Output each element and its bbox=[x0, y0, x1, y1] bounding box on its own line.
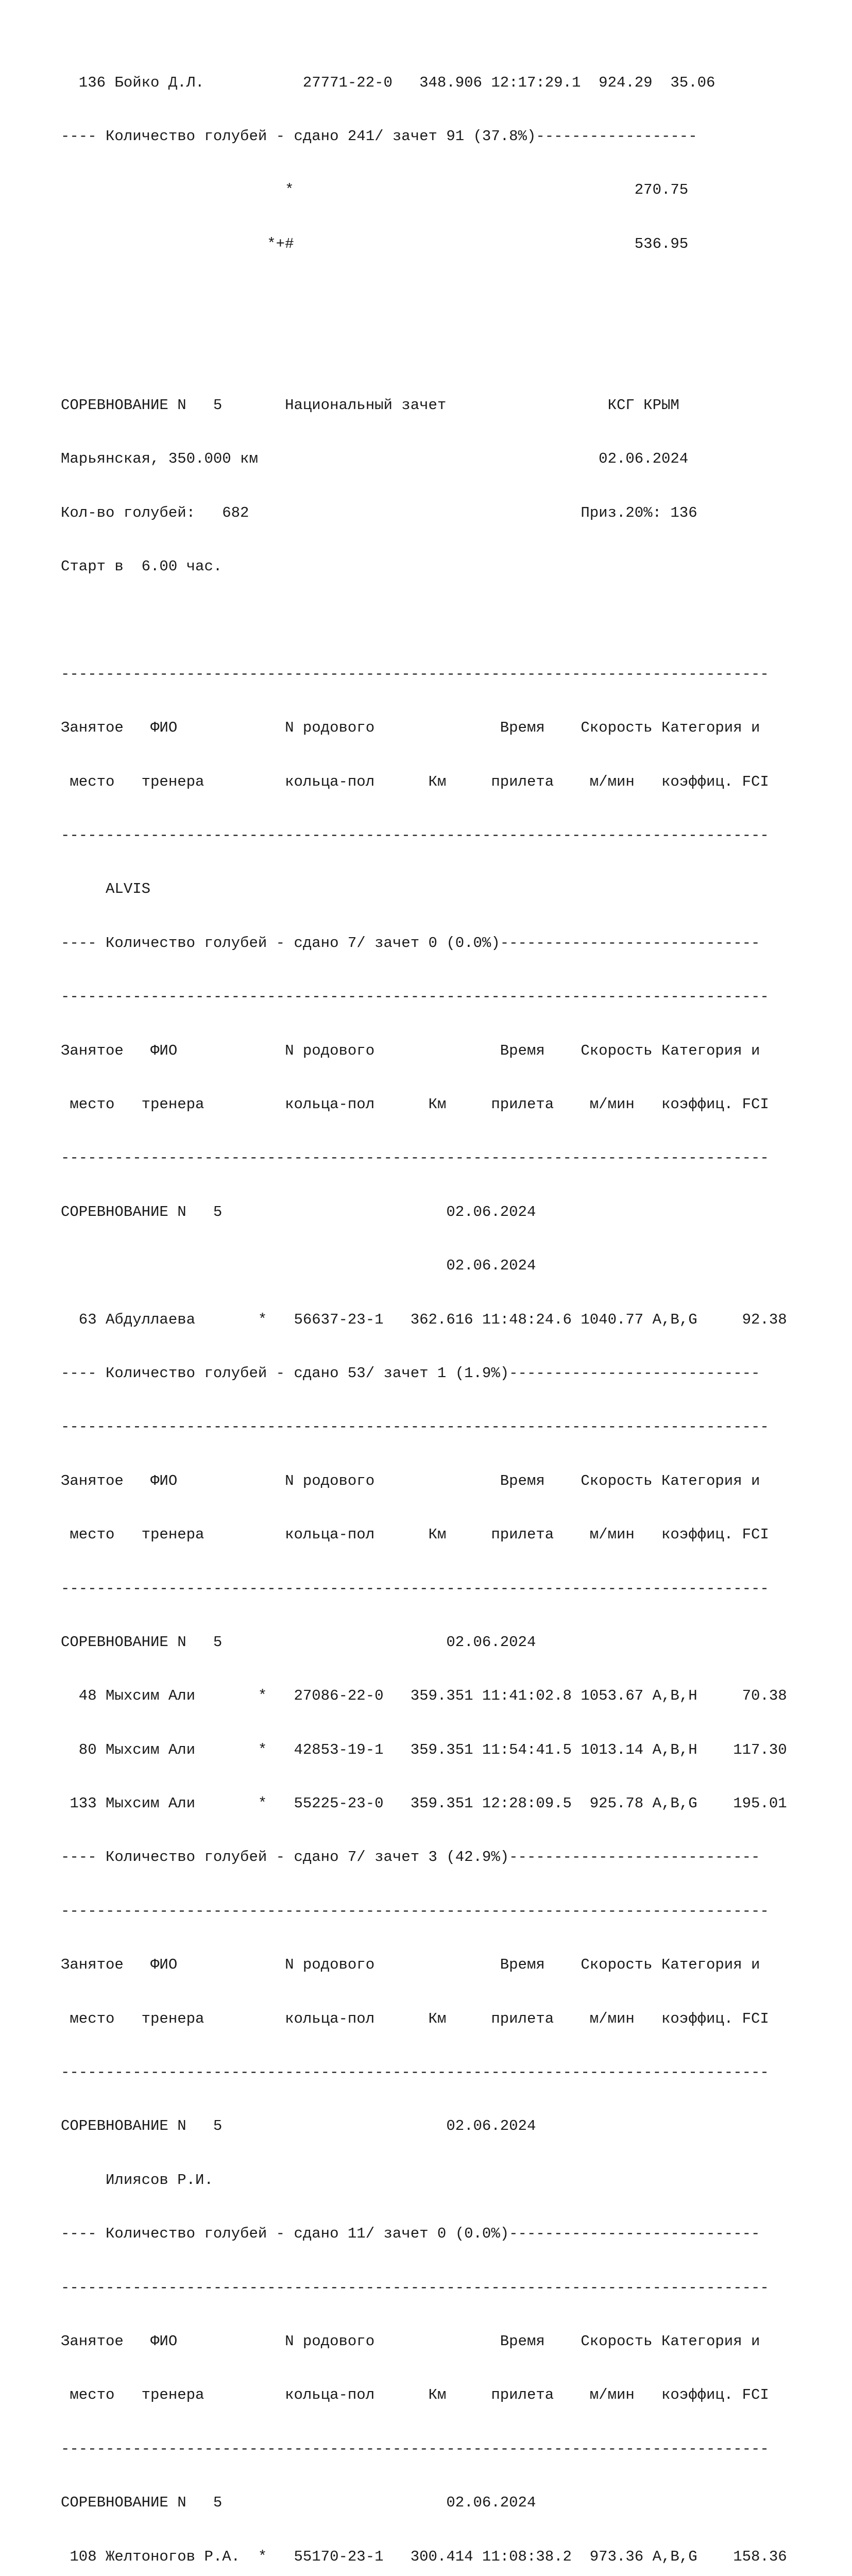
blank-line bbox=[61, 343, 833, 361]
divider: ------------------------------------------------------------------------------- bbox=[61, 1149, 769, 1167]
column-header: Занятое ФИО N родового Время Скорость Категория и bbox=[61, 2333, 760, 2350]
start-time: Старт в 6.00 час. bbox=[61, 558, 223, 575]
competition-line: СОРЕВНОВАНИЕ N 5 02.06.2024 bbox=[61, 1203, 536, 1221]
result-row: 136 Бойко Д.Л. 27771-22-0 348.906 12:17:29.1 924.29 35.06 bbox=[61, 74, 715, 91]
total-line: * 270.75 bbox=[61, 181, 689, 199]
pigeon-count-summary: ---- Количество голубей - сдано 11/ зачет 0 (0.0%)---------------------------- bbox=[61, 2225, 760, 2243]
section-name: Илиясов Р.И. bbox=[61, 2171, 213, 2189]
column-header: Занятое ФИО N родового Время Скорость Категория и bbox=[61, 1956, 760, 1974]
result-row: 133 Мыхсим Али * 55225-23-0 359.351 12:28:09.5 925.78 A,B,G 195.01 bbox=[61, 1795, 787, 1812]
column-header: Занятое ФИО N родового Время Скорость Категория и bbox=[61, 1042, 760, 1059]
column-header: место тренера кольца-пол Км прилета м/мин коэффиц. FCI bbox=[61, 1526, 769, 1544]
pigeon-count-summary: ---- Количество голубей - сдано 53/ зачет 1 (1.9%)---------------------------- bbox=[61, 1364, 760, 1382]
result-row: 63 Абдуллаева * 56637-23-1 362.616 11:48:24.6 1040.77 A,B,G 92.38 bbox=[61, 1311, 787, 1328]
blank-line bbox=[61, 612, 833, 630]
column-header: место тренера кольца-пол Км прилета м/мин коэффиц. FCI bbox=[61, 2010, 769, 2027]
competition-header: СОРЕВНОВАНИЕ N 5 Национальный зачет КСГ КРЫМ bbox=[61, 396, 679, 414]
result-row: 48 Мыхсим Али * 27086-22-0 359.351 11:41:02.8 1053.67 A,B,H 70.38 bbox=[61, 1687, 787, 1705]
competition-line: СОРЕВНОВАНИЕ N 5 02.06.2024 bbox=[61, 2117, 536, 2135]
divider: ------------------------------------------------------------------------------- bbox=[61, 2064, 769, 2081]
divider: ------------------------------------------------------------------------------- bbox=[61, 1418, 769, 1436]
pigeon-count-summary: ---- Количество голубей - сдано 7/ зачет 0 (0.0%)----------------------------- bbox=[61, 934, 760, 952]
divider: ------------------------------------------------------------------------------- bbox=[61, 665, 769, 683]
divider: ------------------------------------------------------------------------------- bbox=[61, 2279, 769, 2296]
pigeon-count-summary: ---- Количество голубей - сдано 7/ зачет 3 (42.9%)---------------------------- bbox=[61, 1849, 760, 1866]
divider: ------------------------------------------------------------------------------- bbox=[61, 827, 769, 844]
race-location-date: Марьянская, 350.000 км 02.06.2024 bbox=[61, 450, 689, 468]
competition-line: СОРЕВНОВАНИЕ N 5 02.06.2024 bbox=[61, 1633, 536, 1651]
divider: ------------------------------------------------------------------------------- bbox=[61, 1580, 769, 1597]
competition-line: СОРЕВНОВАНИЕ N 5 02.06.2024 bbox=[61, 2494, 536, 2512]
pigeon-count-summary: ---- Количество голубей - сдано 241/ зачет 91 (37.8%)------------------ bbox=[61, 127, 697, 145]
divider: ------------------------------------------------------------------------------- bbox=[61, 2440, 769, 2458]
blank-line bbox=[61, 289, 833, 307]
column-header: место тренера кольца-пол Км прилета м/мин коэффиц. FCI bbox=[61, 2386, 769, 2404]
date-line: 02.06.2024 bbox=[61, 1257, 536, 1275]
divider: ------------------------------------------------------------------------------- bbox=[61, 1902, 769, 1920]
column-header: место тренера кольца-пол Км прилета м/мин коэффиц. FCI bbox=[61, 1096, 769, 1113]
total-line: *+# 536.95 bbox=[61, 235, 689, 252]
section-name: ALVIS bbox=[61, 880, 151, 898]
divider: ------------------------------------------------------------------------------- bbox=[61, 988, 769, 1006]
result-row: 108 Желтоногов Р.А. * 55170-23-1 300.414 11:08:38.2 973.36 A,B,G 158.36 bbox=[61, 2548, 787, 2565]
column-header: место тренера кольца-пол Км прилета м/мин коэффиц. FCI bbox=[61, 773, 769, 790]
result-row: 80 Мыхсим Али * 42853-19-1 359.351 11:54:41.5 1013.14 A,B,H 117.30 bbox=[61, 1741, 787, 1758]
column-header: Занятое ФИО N родового Время Скорость Категория и bbox=[61, 719, 760, 737]
pigeon-count-prize: Кол-во голубей: 682 Приз.20%: 136 bbox=[61, 504, 697, 521]
results-document bbox=[61, 38, 833, 2576]
column-header: Занятое ФИО N родового Время Скорость Категория и bbox=[61, 1472, 760, 1489]
